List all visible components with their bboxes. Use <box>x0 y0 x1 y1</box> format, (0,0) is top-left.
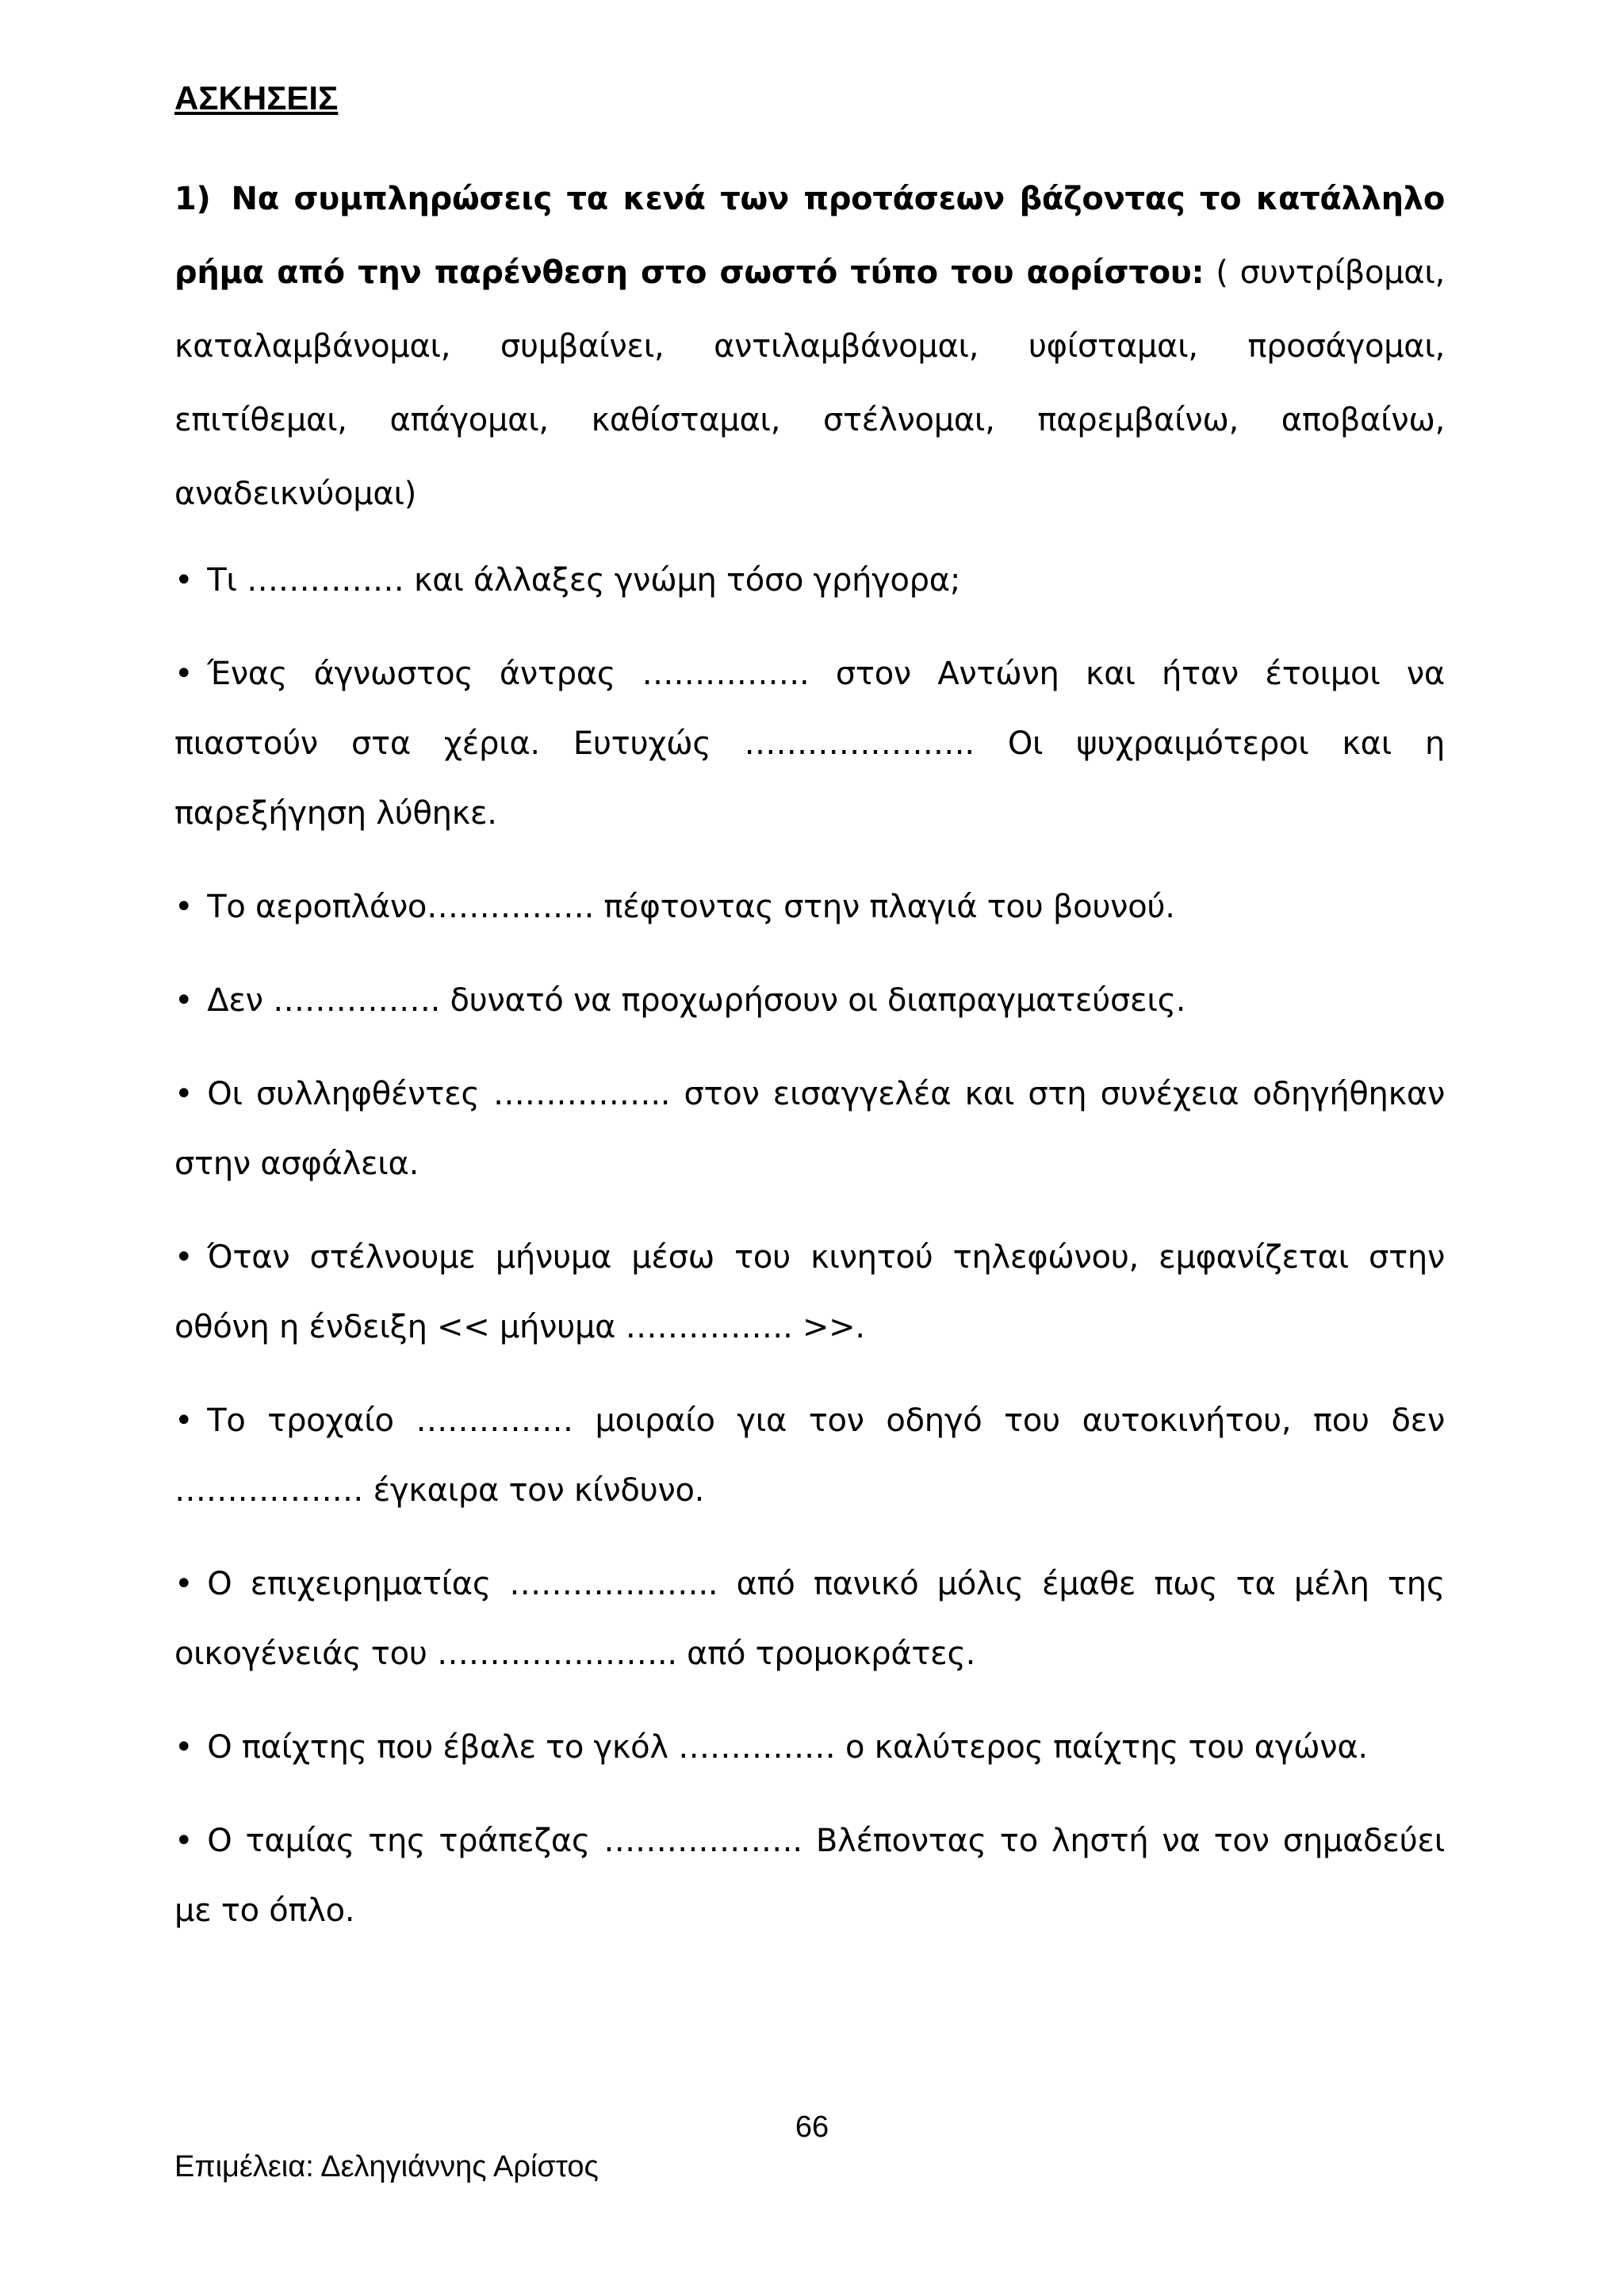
bullet-icon: • <box>174 1823 193 1859</box>
item-text: Ο επιχειρηματίας ……………….. από πανικό μόλις έμαθε πως τα μέλη της οικογένειάς του ………………….. από τρομοκράτες. <box>174 1566 1445 1672</box>
item-text: Οι συλληφθέντες …………….. στον εισαγγελέα και στη συνέχεια οδηγήθηκαν στην ασφάλεια. <box>174 1076 1445 1182</box>
item-text: Δεν ……………. δυνατό να προχωρήσουν οι διαπραγματεύσεις. <box>207 982 1186 1019</box>
bullet-icon: • <box>174 1566 193 1602</box>
list-item <box>174 966 1445 1035</box>
list-item <box>174 872 1445 942</box>
list-item <box>174 1549 1445 1689</box>
verb-list: ( συντρίβομαι, καταλαμβάνομαι, συμβαίνει, αντιλαμβάνομαι, υφίσταμαι, προσάγομαι, επιτίθεμαι, απάγομαι, καθίσταμαι, στέλνομαι, παρεμβαίνω, αποβαίνω, αναδεικνύομαι) <box>174 254 1445 512</box>
bullet-icon: • <box>174 656 193 692</box>
item-text: Τι …………… και άλλαξες γνώμη τόσο γρήγορα; <box>207 562 960 599</box>
item-text: Όταν στέλνουμε μήνυμα μέσω του κινητού τηλεφώνου, εμφανίζεται στην οθόνη η ένδειξη << μήνυμα ……………. >>. <box>174 1239 1445 1345</box>
list-item <box>174 639 1445 848</box>
item-text: Το αεροπλάνο……………. πέφτοντας στην πλαγιά του βουνού. <box>207 889 1175 925</box>
bullet-icon: • <box>174 1239 193 1276</box>
exercise-content <box>174 163 1445 1969</box>
bullet-icon: • <box>174 1076 193 1112</box>
item-text: Ένας άγνωστος άντρας ……………. στον Αντώνη και ήταν έτοιμοι να πιαστούν στα χέρια. Ευτυχώς …………………. Οι ψυχραιμότεροι και η παρεξήγηση λύθηκε. <box>174 656 1445 832</box>
page-number: 66 <box>795 2110 829 2144</box>
exercise-instruction <box>174 163 1445 531</box>
item-text: Ο ταμίας της τράπεζας ………………. Βλέποντας το ληστή να τον σημαδεύει με το όπλο. <box>174 1823 1445 1929</box>
list-item <box>174 1059 1445 1199</box>
bullet-icon: • <box>174 1729 193 1766</box>
bullet-icon: • <box>174 982 193 1019</box>
list-item <box>174 1386 1445 1525</box>
footer-credit: Επιμέλεια: Δεληγιάννης Αρίστος <box>174 2150 599 2183</box>
bullet-icon: • <box>174 889 193 925</box>
exercise-number: 1) <box>174 181 211 217</box>
item-text: Το τροχαίο …………… μοιραίο για τον οδηγό του αυτοκινήτου, που δεν ……………… έγκαιρα τον κίνδυνο. <box>174 1402 1445 1509</box>
instruction-text: Να συμπληρώσεις τα κενά των προτάσεων βάζοντας το κατάλληλο ρήμα από την παρένθεση στο σωστό τύπο του αορίστου: <box>174 181 1445 291</box>
list-item <box>174 1712 1445 1782</box>
bullet-icon: • <box>174 1402 193 1439</box>
list-item <box>174 1806 1445 1946</box>
section-heading: ΑΣΚΗΣΕΙΣ <box>174 79 339 117</box>
bullet-icon: • <box>174 562 193 599</box>
list-item <box>174 1223 1445 1362</box>
list-item <box>174 545 1445 615</box>
item-text: Ο παίχτης που έβαλε το γκόλ …………… ο καλύτερος παίχτης του αγώνα. <box>207 1729 1368 1766</box>
